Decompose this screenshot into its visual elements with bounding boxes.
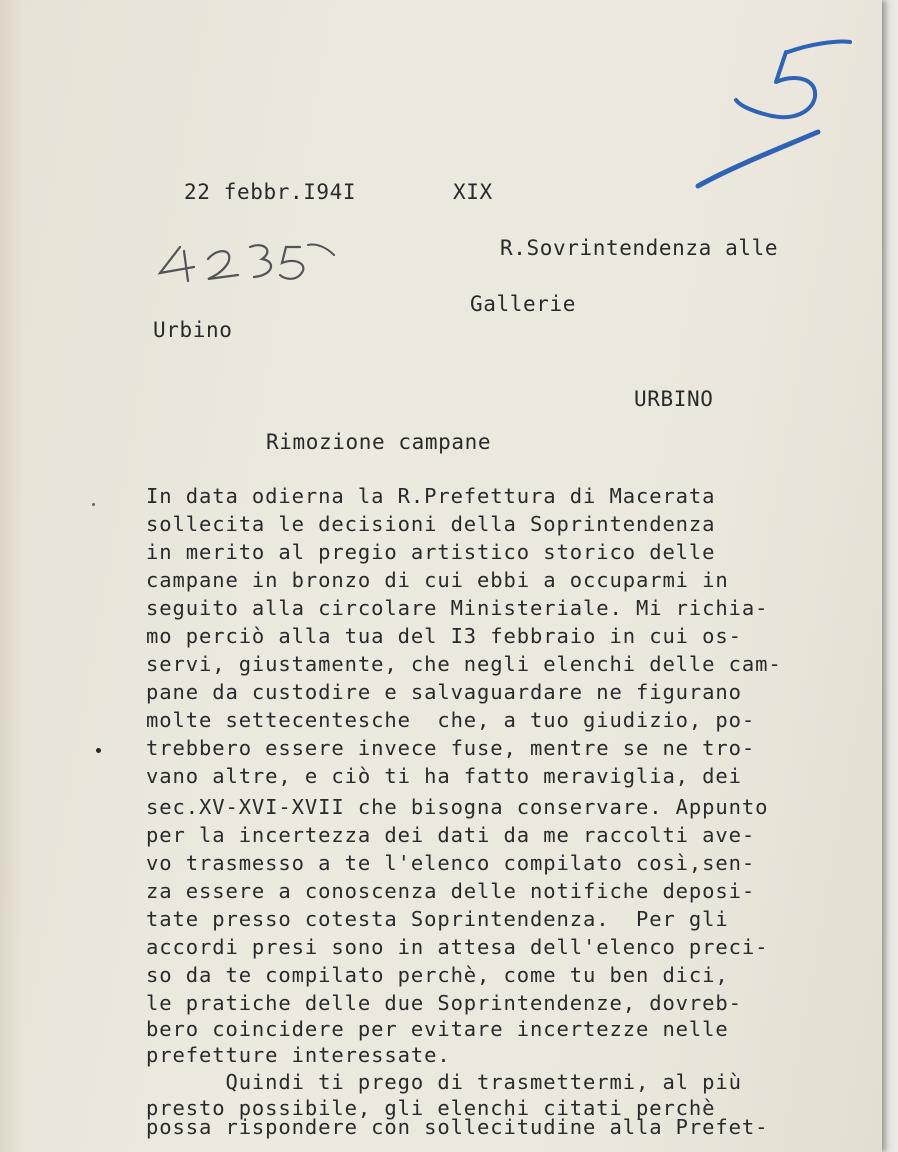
body-line: vano altre, e ciò ti ha fatto meraviglia, dei	[146, 764, 742, 788]
margin-dot	[92, 503, 95, 506]
body-line: campane in bronzo di cui ebbi a occuparmi in	[146, 568, 729, 592]
body-line: possa rispondere con sollecitudine alla Prefet-	[146, 1115, 769, 1139]
body-line: sollecita le decisioni della Soprintendenza	[146, 512, 716, 536]
body-line: trebbero essere invece fuse, mentre se ne tro-	[146, 736, 756, 760]
body-line: mo perciò alla tua del I3 febbraio in cui os-	[146, 624, 742, 648]
body-line: accordi presi sono in attesa dell'elenco preci-	[146, 935, 769, 959]
recipient-line-1: R.Sovrintendenza alle	[500, 236, 779, 260]
letter-subject: Rimozione campane	[266, 430, 492, 454]
body-line: so da te compilato perchè, come tu ben dici,	[146, 963, 729, 987]
body-line: tate presso cotesta Soprintendenza. Per gli	[146, 907, 729, 931]
body-line: pane da custodire e salvaguardare ne figurano	[146, 680, 742, 704]
body-line: prefetture interessate.	[146, 1043, 451, 1067]
recipient-city: URBINO	[634, 387, 714, 411]
margin-dot	[96, 748, 101, 753]
body-line: presto possibile, gli elenchi citati perchè	[146, 1096, 716, 1120]
recipient-line-2: Gallerie	[470, 292, 576, 316]
body-line: In data odierna la R.Prefettura di Macerata	[146, 484, 716, 508]
body-line: servi, giustamente, che negli elenchi delle cam-	[146, 652, 782, 676]
page-left-edge	[0, 0, 24, 1152]
body-line: sec.XV-XVI-XVII che bisogna conservare. Appunto	[146, 795, 769, 819]
body-line: le pratiche delle due Soprintendenze, dovreb-	[146, 991, 742, 1015]
letter-date: 22 febbr.I94I	[184, 180, 357, 204]
folio-number-handwritten	[690, 30, 870, 200]
body-line: seguito alla circolare Ministeriale. Mi richia-	[146, 596, 769, 620]
body-line: vo trasmesso a te l'elenco compilato così,sen-	[146, 851, 756, 875]
body-line: in merito al pregio artistico storico delle	[146, 540, 716, 564]
fascist-era-year: XIX	[453, 180, 493, 204]
sender-city: Urbino	[153, 318, 233, 342]
protocol-number-handwritten	[150, 225, 350, 295]
body-line: per la incertezza dei dati da me raccolti ave-	[146, 823, 756, 847]
body-line: Quindi ti prego di trasmettermi, al più	[146, 1070, 742, 1094]
body-line: za essere a conoscenza delle notifiche deposi-	[146, 879, 756, 903]
body-line: molte settecentesche che, a tuo giudizio, po-	[146, 708, 756, 732]
body-line: bero coincidere per evitare incertezze nelle	[146, 1017, 729, 1041]
